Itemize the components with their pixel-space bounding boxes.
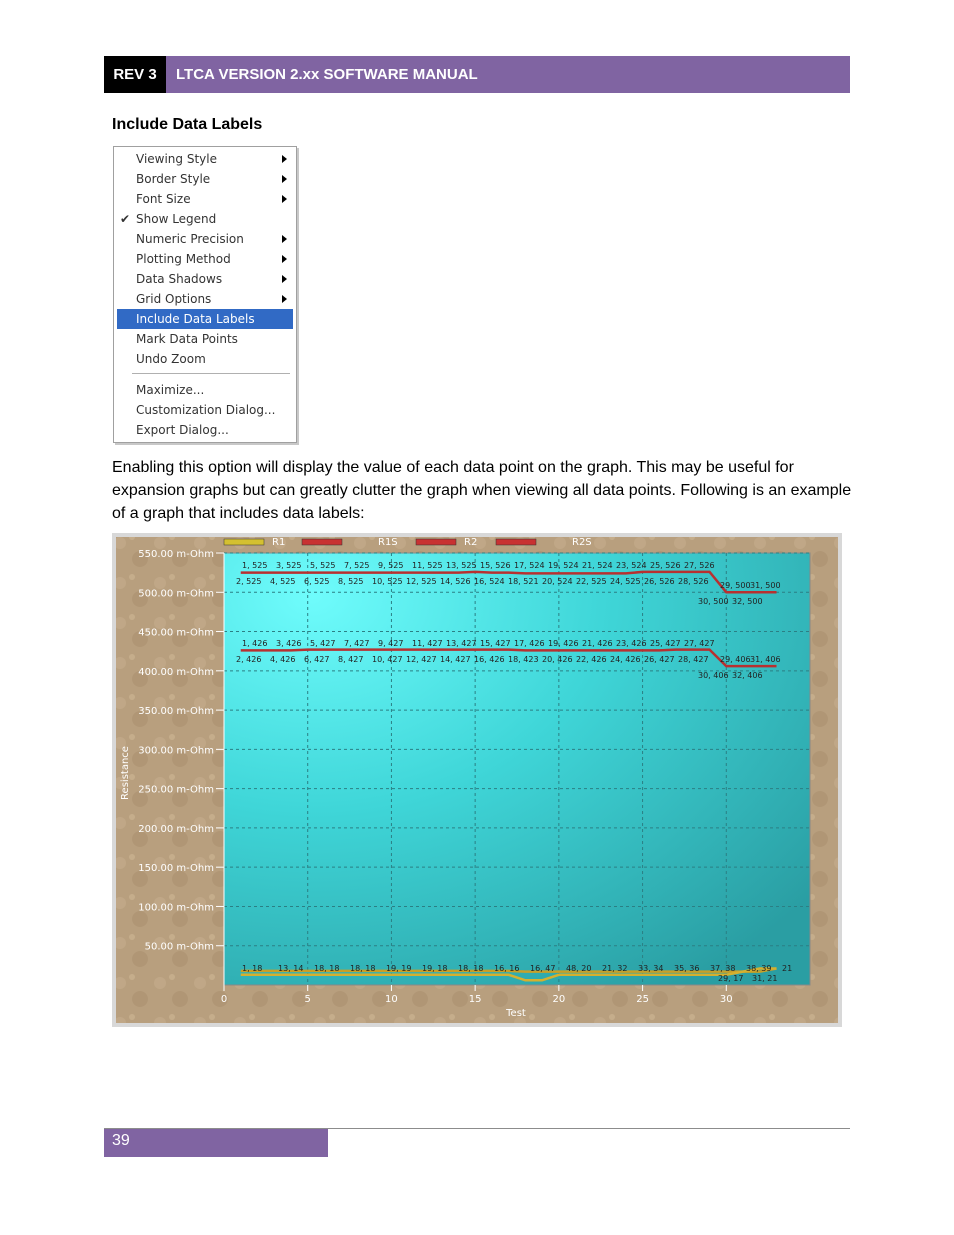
data-label: 20, 524 (542, 577, 573, 586)
data-label: 48, 20 (566, 964, 592, 973)
data-label: 27, 427 (684, 639, 715, 648)
data-label: 7, 525 (344, 561, 370, 570)
data-label: 16, 47 (530, 964, 556, 973)
y-tick-label: 550.00 m-Ohm (138, 549, 214, 560)
data-label: 21, 32 (602, 964, 628, 973)
data-label: 19, 524 (548, 561, 579, 570)
data-label: 38, 39 (746, 964, 772, 973)
data-label: 4, 525 (270, 577, 296, 586)
data-label: 29, 500 (720, 581, 751, 590)
data-label: 1, 18 (242, 964, 263, 973)
data-label: 18, 18 (314, 964, 340, 973)
data-label: 9, 525 (378, 561, 404, 570)
legend-label: R2S (572, 537, 592, 548)
data-label: 32, 500 (732, 597, 763, 606)
data-label: 5, 427 (310, 639, 336, 648)
data-label: 2, 426 (236, 655, 262, 664)
legend-label: R1 (272, 537, 286, 548)
menu-item-label: Border Style (136, 172, 211, 186)
data-label: 18, 18 (458, 964, 484, 973)
menu-item-numeric-precision[interactable] (117, 229, 293, 249)
menu-item-border-style[interactable] (117, 169, 293, 189)
y-tick-label: 200.00 m-Ohm (138, 823, 214, 835)
data-label: 21, 524 (582, 561, 613, 570)
menu-item-label: Font Size (136, 192, 191, 206)
data-label: 13, 14 (278, 964, 304, 973)
data-label: 37, 38 (710, 964, 736, 973)
data-label: 18, 423 (508, 655, 539, 664)
data-label: 25, 427 (650, 639, 681, 648)
data-label: 31, 500 (750, 581, 781, 590)
data-label: 1, 426 (242, 639, 268, 648)
data-label: 6, 525 (304, 577, 330, 586)
submenu-arrow-icon (282, 195, 287, 203)
data-label: 12, 427 (406, 655, 437, 664)
menu-item-label: Undo Zoom (136, 352, 206, 366)
menu-item-label: Plotting Method (136, 252, 231, 266)
menu-item-label: Mark Data Points (136, 332, 238, 346)
data-label: 33, 34 (638, 964, 664, 973)
data-label: 20, 426 (542, 655, 573, 664)
body-paragraph: Enabling this option will display the value of each data point on the graph. This may be useful for expansion graphs but can greatly clutter the graph when viewing all data points. Following is an example of a graph that includes data labels: (112, 459, 852, 522)
data-label: 11, 427 (412, 639, 443, 648)
x-tick-label: 30 (719, 994, 733, 1005)
data-label: 24, 426 (610, 655, 641, 664)
menu-item-include-data-labels[interactable] (117, 309, 293, 329)
x-tick-label: 15 (468, 994, 482, 1005)
plot-area (224, 553, 810, 985)
submenu-arrow-icon (282, 275, 287, 283)
data-label: 30, 406 (698, 671, 729, 680)
menu-item-export-dialog[interactable] (117, 420, 293, 440)
resistance-chart (112, 533, 842, 1027)
y-tick-label: 400.00 m-Ohm (138, 666, 214, 678)
menu-item-grid-options[interactable] (117, 289, 293, 309)
data-label: 6, 427 (304, 655, 330, 664)
menu-item-label: Grid Options (136, 292, 212, 306)
data-label: 14, 526 (440, 577, 471, 586)
data-label: 29, 406 (720, 655, 751, 664)
data-label: 10, 525 (372, 577, 403, 586)
submenu-arrow-icon (282, 155, 287, 163)
data-label: 17, 426 (514, 639, 545, 648)
data-label: 13, 427 (446, 639, 477, 648)
data-label: 24, 525 (610, 577, 641, 586)
menu-item-plotting-method[interactable] (117, 249, 293, 269)
data-label: 30, 500 (698, 597, 729, 606)
x-tick-label: 20 (552, 994, 566, 1005)
legend-swatch (416, 539, 456, 545)
menu-item-customization-dialog[interactable] (117, 400, 293, 420)
data-label: 26, 427 (644, 655, 675, 664)
data-label: 18, 521 (508, 577, 539, 586)
legend-swatch (224, 539, 264, 545)
data-label: 8, 427 (338, 655, 364, 664)
menu-item-label: Export Dialog... (136, 423, 229, 437)
y-tick-label: 100.00 m-Ohm (138, 902, 214, 914)
legend-label: R2 (464, 537, 478, 548)
data-label: 18, 18 (350, 964, 376, 973)
data-label: 3, 426 (276, 639, 302, 648)
manual-title: LTCA VERSION 2.xx SOFTWARE MANUAL (166, 56, 850, 93)
data-label: 15, 526 (480, 561, 511, 570)
x-tick-label: 10 (385, 994, 398, 1005)
data-label: 15, 427 (480, 639, 511, 648)
menu-item-data-shadows[interactable] (117, 269, 293, 289)
data-label: 31, 21 (752, 974, 778, 983)
data-label: 29, 17 (718, 974, 744, 983)
data-label: 25, 526 (650, 561, 681, 570)
menu-item-label: Show Legend (136, 212, 217, 226)
menu-item-viewing-style[interactable] (117, 149, 293, 169)
data-label: 16, 524 (474, 577, 505, 586)
context-menu (113, 146, 297, 443)
y-tick-label: 500.00 m-Ohm (138, 588, 214, 600)
data-label: 16, 426 (474, 655, 505, 664)
data-label: 28, 526 (678, 577, 709, 586)
menu-item-mark-data-points[interactable] (117, 329, 293, 349)
data-label: 1, 525 (242, 561, 268, 570)
y-tick-label: 350.00 m-Ohm (138, 706, 214, 718)
x-axis-label: Test (506, 1008, 526, 1019)
data-label: 2, 525 (236, 577, 262, 586)
menu-item-label: Data Shadows (136, 272, 223, 286)
data-label: 11, 525 (412, 561, 443, 570)
y-tick-label: 300.00 m-Ohm (138, 745, 214, 757)
data-label: 4, 426 (270, 655, 296, 664)
x-tick-label: 0 (220, 994, 228, 1005)
data-label: 10, 427 (372, 655, 403, 664)
data-label: 9, 427 (378, 639, 404, 648)
data-label: 19, 18 (422, 964, 448, 973)
rev-label: REV 3 (104, 56, 166, 93)
data-label: 17, 524 (514, 561, 545, 570)
menu-item-label: Customization Dialog... (136, 403, 276, 417)
menu-item-font-size[interactable] (117, 189, 293, 209)
submenu-arrow-icon (282, 235, 287, 243)
menu-item-maximize[interactable] (117, 380, 293, 400)
submenu-arrow-icon (282, 175, 287, 183)
data-label: 28, 427 (678, 655, 709, 664)
data-label: 22, 525 (576, 577, 607, 586)
data-label: 31, 406 (750, 655, 781, 664)
menu-item-label: Maximize... (136, 383, 205, 397)
y-tick-label: 450.00 m-Ohm (138, 627, 214, 639)
data-label: 19, 19 (386, 964, 412, 973)
legend-swatch (302, 539, 342, 545)
y-tick-label: 250.00 m-Ohm (138, 784, 214, 796)
menu-item-undo-zoom[interactable] (117, 349, 293, 369)
data-label: 23, 524 (616, 561, 647, 570)
data-label: 32, 406 (732, 671, 763, 680)
section-title: Include Data Labels (112, 116, 263, 133)
menu-item-label: Include Data Labels (136, 312, 255, 326)
data-label: 13, 525 (446, 561, 477, 570)
data-label: 35, 36 (674, 964, 700, 973)
x-tick-label: 25 (636, 994, 649, 1005)
menu-separator (132, 373, 290, 374)
data-label: 8, 525 (338, 577, 364, 586)
data-label: 5, 525 (310, 561, 336, 570)
legend-label: R1S (378, 537, 398, 548)
data-label: 12, 525 (406, 577, 437, 586)
submenu-arrow-icon (282, 295, 287, 303)
menu-item-label: Numeric Precision (136, 232, 244, 246)
data-label: 21 (782, 964, 793, 973)
y-tick-label: 150.00 m-Ohm (138, 863, 214, 875)
menu-item-show-legend[interactable] (117, 209, 293, 229)
page-number: 39 (104, 1129, 328, 1157)
y-tick-label: 50.00 m-Ohm (144, 941, 214, 953)
data-label: 16, 16 (494, 964, 520, 973)
y-axis-label: Resistance (120, 746, 131, 800)
data-label: 7, 427 (344, 639, 370, 648)
data-label: 19, 426 (548, 639, 579, 648)
data-label: 23, 426 (616, 639, 647, 648)
legend-swatch (496, 539, 536, 545)
data-label: 22, 426 (576, 655, 607, 664)
submenu-arrow-icon (282, 255, 287, 263)
menu-item-label: Viewing Style (136, 152, 217, 166)
data-label: 3, 525 (276, 561, 302, 570)
data-label: 26, 526 (644, 577, 675, 586)
x-tick-label: 5 (304, 994, 311, 1005)
data-label: 21, 426 (582, 639, 613, 648)
checkmark-icon: ✔ (120, 212, 131, 226)
data-label: 14, 427 (440, 655, 471, 664)
data-label: 27, 526 (684, 561, 715, 570)
